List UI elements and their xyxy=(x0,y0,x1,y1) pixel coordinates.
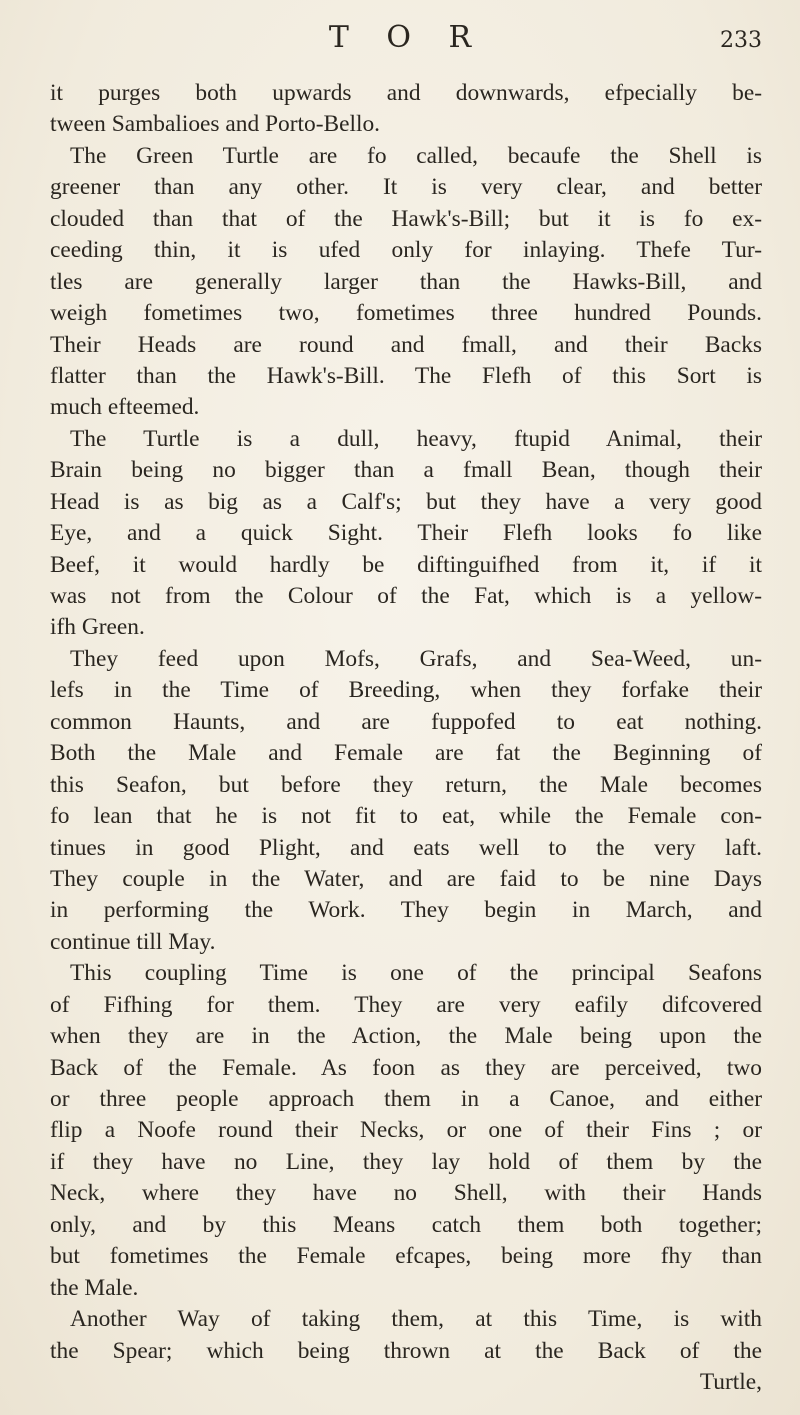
text-line: the Spear; which being thrown at the Back of the xyxy=(50,1337,762,1364)
text-line: greener than any other. It is very clear, and better xyxy=(50,174,762,201)
body-text xyxy=(50,78,762,1398)
text-line: Neck, where they have no Shell, with their Hands xyxy=(50,1180,762,1207)
text-line: in performing the Work. They begin in March, and xyxy=(50,897,762,924)
text-line: flip a Noofe round their Necks, or one of their Fins ; or xyxy=(50,1117,762,1144)
text-line: Back of the Female. As foon as they are perceived, two xyxy=(50,1054,762,1081)
text-line: it purges both upwards and downwards, efpecially be- xyxy=(50,80,762,106)
text-line: of Fifhing for them. They are very eafily difcovered xyxy=(50,991,762,1018)
text-line: clouded than that of the Hawk's-Bill; but it is fo ex- xyxy=(50,205,762,232)
text-line: The Turtle is a dull, heavy, ftupid Animal, their xyxy=(70,425,762,452)
text-line: The Green Turtle are fo called, becaufe the Shell is xyxy=(70,142,762,169)
running-title: T O R xyxy=(328,20,486,55)
text-line: ceeding thin, it is ufed only for inlaying. Thefe Tur- xyxy=(50,237,762,264)
text-line: much efteemed. xyxy=(50,394,200,421)
text-line: tween Sambalioes and Porto-Bello. xyxy=(50,111,381,138)
catchword: Turtle, xyxy=(699,1368,762,1395)
text-line: lefs in the Time of Breeding, when they forfake their xyxy=(50,677,762,704)
text-line: the Male. xyxy=(50,1274,139,1301)
text-line: only, and by this Means catch them both together; xyxy=(50,1211,762,1238)
text-line: fo lean that he is not fit to eat, while the Female con- xyxy=(50,803,762,830)
text-line: tinues in good Plight, and eats well to the very laft. xyxy=(50,834,762,861)
text-line: or three people approach them in a Canoe, and either xyxy=(50,1086,762,1112)
text-line: this Seafon, but before they return, the Male becomes xyxy=(50,771,762,798)
text-line: Head is as big as a Calf's; but they have a very good xyxy=(50,488,762,515)
text-line: but fometimes the Female efcapes, being more fhy than xyxy=(50,1243,762,1270)
text-line: They couple in the Water, and are faid to be nine Days xyxy=(50,865,762,892)
text-line: Their Heads are round and fmall, and their Backs xyxy=(50,331,762,358)
text-line: common Haunts, and are fuppofed to eat nothing. xyxy=(50,708,762,735)
text-line: weigh fometimes two, fometimes three hundred Pounds. xyxy=(50,300,762,327)
text-line: Eye, and a quick Sight. Their Flefh looks fo like xyxy=(50,520,762,547)
text-line: Brain being no bigger than a fmall Bean, though their xyxy=(50,457,762,484)
text-line: They feed upon Mofs, Grafs, and Sea-Weed, un- xyxy=(70,645,762,672)
text-line: flatter than the Hawk's-Bill. The Flefh of this Sort is xyxy=(50,362,762,389)
page-number: 233 xyxy=(720,28,762,53)
text-line: Another Way of taking them, at this Time, is with xyxy=(70,1306,762,1333)
text-line: Beef, it would hardly be diftinguifhed from it, if it xyxy=(50,551,762,578)
text-line: Both the Male and Female are fat the Beginning of xyxy=(50,740,762,767)
text-line: when they are in the Action, the Male being upon the xyxy=(50,1023,762,1050)
text-line: tles are generally larger than the Hawks-Bill, and xyxy=(50,268,762,295)
text-line: ifh Green. xyxy=(50,614,145,641)
text-line: was not from the Colour of the Fat, which is a yellow- xyxy=(50,583,762,609)
text-line: continue till May. xyxy=(50,928,216,955)
text-line: This coupling Time is one of the principal Seafons xyxy=(70,960,762,987)
running-head xyxy=(0,14,800,62)
text-line: if they have no Line, they lay hold of them by the xyxy=(50,1148,762,1175)
